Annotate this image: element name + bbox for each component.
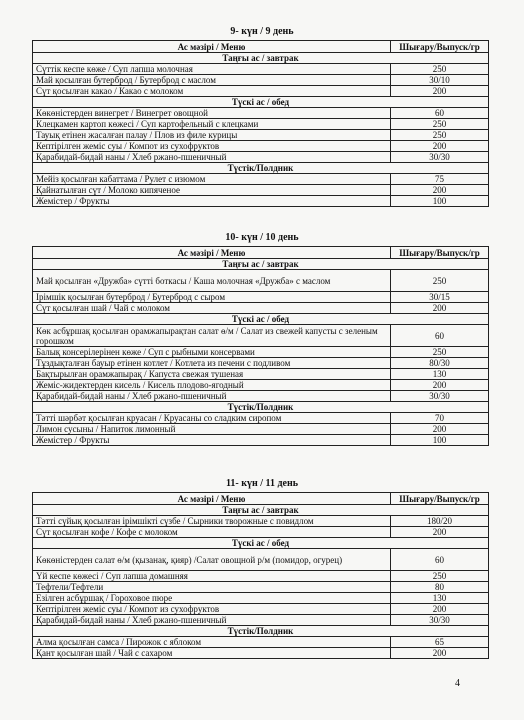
dish-name: Тәтті сүйық қосылған ірімшікті сүзбе / Сырники творожные с повидлом [33,516,391,527]
table-row [33,347,489,358]
output-value: 60 [391,325,489,347]
output-value: 200 [391,604,489,615]
output-value: 200 [391,185,489,196]
table-row [33,185,489,196]
dish-name: Сүттік кеспе көже / Суп лапша молочная [33,64,391,75]
dish-name: Қарабидай-бидай наны / Хлеб ржано-пшеничный [33,615,391,626]
output-value: 65 [391,637,489,648]
section-title: Түскі ас / обед [33,538,489,549]
dish-name: Қарабидай-бидай наны / Хлеб ржано-пшеничный [33,152,391,163]
dish-name: Клецкамен картоп көжесі / Суп картофельный с клецками [33,119,391,130]
table-row [33,615,489,626]
table-row [33,152,489,163]
dish-name: Көкөністерден винегрет / Винегрет овощной [33,108,391,119]
output-value: 200 [391,527,489,538]
dish-name: Үй кеспе көжесі / Суп лапша домашняя [33,571,391,582]
dish-name: Лимон сусыны / Напиток лимонный [33,424,391,435]
output-value: 30/10 [391,75,489,86]
dish-name: Алма қосылған самса / Пирожок с яблоком [33,637,391,648]
output-value: 250 [391,130,489,141]
dish-name: Тефтели/Тефтели [33,582,391,593]
table-row [33,64,489,75]
dish-name: Қайнатылған сүт / Молоко кипяченое [33,185,391,196]
dish-name: Тәтті шәрбәт қосылған круасан / Круасаны со сладким сиропом [33,413,391,424]
header-output: Шығару/Выпуск/гр [391,41,489,53]
table-row [33,270,489,292]
dish-name: Көк асбұршақ қосылған орамжапырақтан салат ө/м / Салат из свежей капусты с зеленым горошком [33,325,391,347]
output-value: 70 [391,413,489,424]
table-row [33,141,489,152]
output-value: 60 [391,108,489,119]
menu-table-day-11 [32,492,489,659]
table-row [33,358,489,369]
table-row [33,86,489,97]
table-row [33,571,489,582]
output-value: 80 [391,582,489,593]
dish-name: Сүт қосылған кофе / Кофе с молоком [33,527,391,538]
output-value: 75 [391,174,489,185]
table-row [33,391,489,402]
output-value: 30/30 [391,391,489,402]
dish-name: Көкөністерден салат ө/м (қызанақ, қияр) /Салат овощной р/м (помидор, огурец) [33,549,391,571]
output-value: 250 [391,347,489,358]
table-row [33,516,489,527]
section-title: Таңғы ас / завтрак [33,259,489,270]
section-title: Түстік/Полдник [33,163,489,174]
page-number: 4 [455,678,460,689]
output-value: 200 [391,648,489,659]
table-row [33,108,489,119]
table-row [33,196,489,207]
section-title: Таңғы ас / завтрак [33,53,489,64]
table-row [33,325,489,347]
table-row [33,424,489,435]
table-row [33,527,489,538]
output-value: 60 [391,549,489,571]
table-row [33,303,489,314]
dish-name: Бақтырылған орамжапырақ / Капуста свежая тушеная [33,369,391,380]
output-value: 250 [391,119,489,130]
output-value: 100 [391,196,489,207]
dish-name: Қант қосылған шай / Чай с сахаром [33,648,391,659]
table-row [33,637,489,648]
table-header-row [33,247,489,259]
output-value: 80/30 [391,358,489,369]
menu-table-day-10 [32,246,489,446]
menu-table-day-9 [32,40,489,207]
table-row [33,413,489,424]
section-title: Түстік/Полдник [33,626,489,637]
output-value: 250 [391,270,489,292]
header-menu: Ас мәзірі / Меню [33,247,391,259]
output-value: 180/20 [391,516,489,527]
output-value: 250 [391,64,489,75]
day-title: 11- күн / 11 день [225,478,299,489]
section-title: Түскі ас / обед [33,97,489,108]
table-row [33,292,489,303]
dish-name: Кептірілген жеміс суы / Компот из сухофруктов [33,604,391,615]
dish-name: Қарабидай-бидай наны / Хлеб ржано-пшеничный [33,391,391,402]
dish-name: Май қосылған бутерброд / Бутерброд с маслом [33,75,391,86]
table-row [33,119,489,130]
output-value: 130 [391,369,489,380]
dish-name: Сүт қосылған какао / Какао с молоком [33,86,391,97]
header-output: Шығару/Выпуск/гр [391,247,489,259]
output-value: 100 [391,435,489,446]
dish-name: Тұздықталған бауыр етінен котлет / Котлета из печени с подливом [33,358,391,369]
dish-name: Езілген асбұршақ / Гороховое пюре [33,593,391,604]
dish-name: Кептірілген жеміс суы / Компот из сухофруктов [33,141,391,152]
table-row [33,549,489,571]
table-row [33,604,489,615]
dish-name: Жеміс-жидектерден кисель / Кисель плодово-ягодный [33,380,391,391]
output-value: 250 [391,571,489,582]
table-header-row [33,493,489,505]
day-title: 10- күн / 10 день [225,232,299,243]
table-row [33,582,489,593]
dish-name: Сүт қосылған шай / Чай с молоком [33,303,391,314]
dish-name: Жемістер / Фрукты [33,435,391,446]
table-row [33,130,489,141]
header-menu: Ас мәзірі / Меню [33,41,391,53]
section-title: Түстік/Полдник [33,402,489,413]
dish-name: Мейіз қосылған кабаттама / Рулет с изюмом [33,174,391,185]
table-row [33,648,489,659]
day-title: 9- күн / 9 день [230,26,294,37]
dish-name: Май қосылған «Дружба» сүтті боткасы / Каша молочная «Дружба» с маслом [33,270,391,292]
table-row [33,369,489,380]
dish-name: Ірімшік қосылған бутерброд / Бутерброд с сыром [33,292,391,303]
header-output: Шығару/Выпуск/гр [391,493,489,505]
table-row [33,75,489,86]
output-value: 130 [391,593,489,604]
dish-name: Тауық етінен жасалған палау / Плов из филе курицы [33,130,391,141]
output-value: 200 [391,86,489,97]
section-title: Түскі ас / обед [33,314,489,325]
output-value: 200 [391,380,489,391]
header-menu: Ас мәзірі / Меню [33,493,391,505]
dish-name: Балық консерілерінен көже / Суп с рыбными консервами [33,347,391,358]
section-title: Таңғы ас / завтрак [33,505,489,516]
output-value: 200 [391,424,489,435]
output-value: 30/15 [391,292,489,303]
table-row [33,174,489,185]
table-header-row [33,41,489,53]
output-value: 30/30 [391,615,489,626]
output-value: 200 [391,303,489,314]
output-value: 200 [391,141,489,152]
table-row [33,435,489,446]
table-row [33,593,489,604]
dish-name: Жемістер / Фрукты [33,196,391,207]
output-value: 30/30 [391,152,489,163]
table-row [33,380,489,391]
